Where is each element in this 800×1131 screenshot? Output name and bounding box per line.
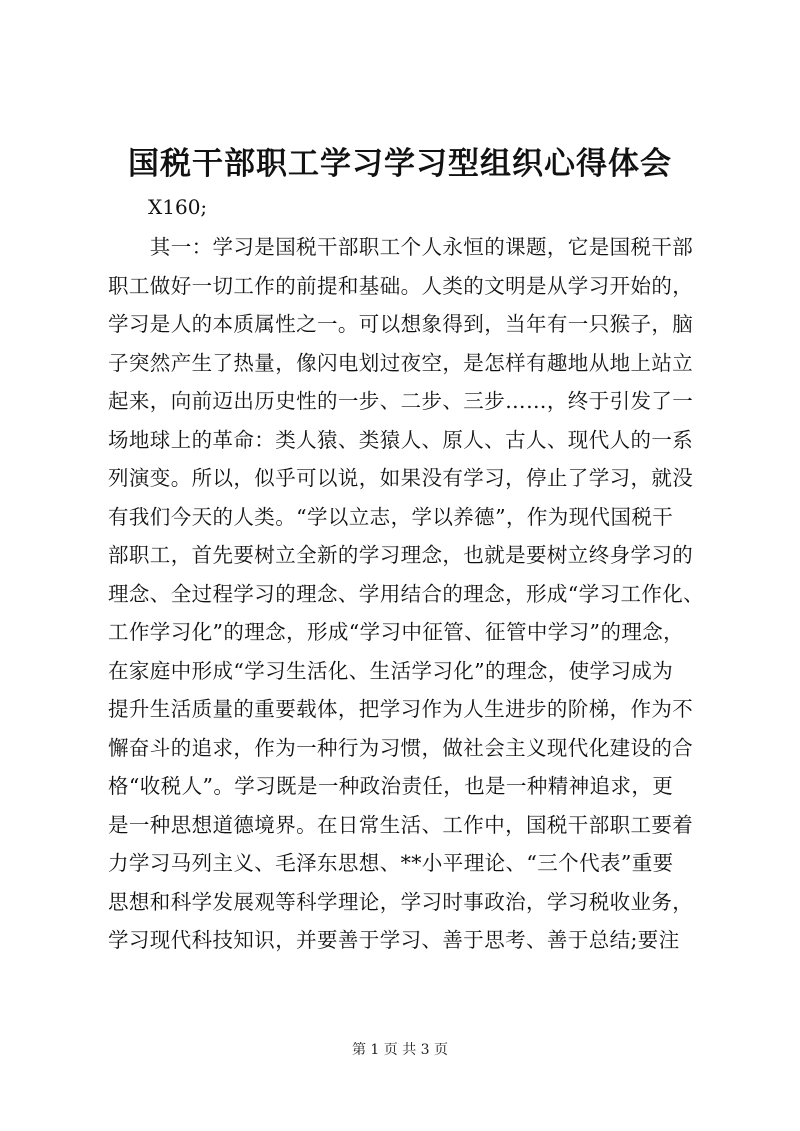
body-line: 有我们今天的人类。“学以立志，学以养德”，作为现代国税干 xyxy=(108,504,674,529)
body-line: 职工做好一切工作的前提和基础。人类的文明是从学习开始的， xyxy=(108,273,694,298)
body-line: 懈奋斗的追求，作为一种行为习惯，做社会主义现代化建设的合 xyxy=(108,735,694,760)
body-line: 部职工，首先要树立全新的学习理念，也就是要树立终身学习的 xyxy=(108,543,694,567)
body-line: 其一：学习是国税干部职工个人永恒的课题，它是国税干部 xyxy=(108,235,694,259)
page-footer: 第 1 页 共 3 页 xyxy=(351,1042,449,1058)
body-text xyxy=(108,228,708,960)
body-line: 在家庭中形成“学习生活化、生活学习化”的理念，使学习成为 xyxy=(108,658,674,683)
body-line: 提升生活质量的重要载体，把学习作为人生进步的阶梯，作为不 xyxy=(108,697,694,721)
body-line: 是一种思想道德境界。在日常生活、工作中，国税干部职工要着 xyxy=(108,812,694,837)
body-line: 场地球上的革命：类人猿、类猿人、原人、古人、现代人的一系 xyxy=(108,427,694,452)
body-line: 子突然产生了热量，像闪电划过夜空，是怎样有趣地从地上站立 xyxy=(108,350,694,375)
document-code: X160; xyxy=(148,195,208,219)
body-line: 学习是人的本质属性之一。可以想象得到，当年有一只猴子，脑 xyxy=(108,312,694,336)
document-title: 国税干部职工学习学习型组织心得体会 xyxy=(128,146,672,182)
body-line: 学习现代科技知识，并要善于学习、善于思考、善于总结;要注 xyxy=(108,928,680,952)
body-line: 力学习马列主义、毛泽东思想、**小平理论、“三个代表”重要 xyxy=(108,851,674,875)
body-line: 理念、全过程学习的理念、学用结合的理念，形成“学习工作化、 xyxy=(108,581,705,606)
body-line: 起来，向前迈出历史性的一步、二步、三步……，终于引发了一 xyxy=(108,389,694,413)
body-line: 思想和科学发展观等科学理论，学习时事政治，学习税收业务， xyxy=(108,889,694,914)
body-line: 工作学习化”的理念，形成“学习中征管、征管中学习”的理念， xyxy=(108,620,685,644)
body-line: 列演变。所以，似乎可以说，如果没有学习，停止了学习，就没 xyxy=(108,466,694,490)
body-line: 格“收税人”。学习既是一种政治责任，也是一种精神追求，更 xyxy=(108,774,674,798)
